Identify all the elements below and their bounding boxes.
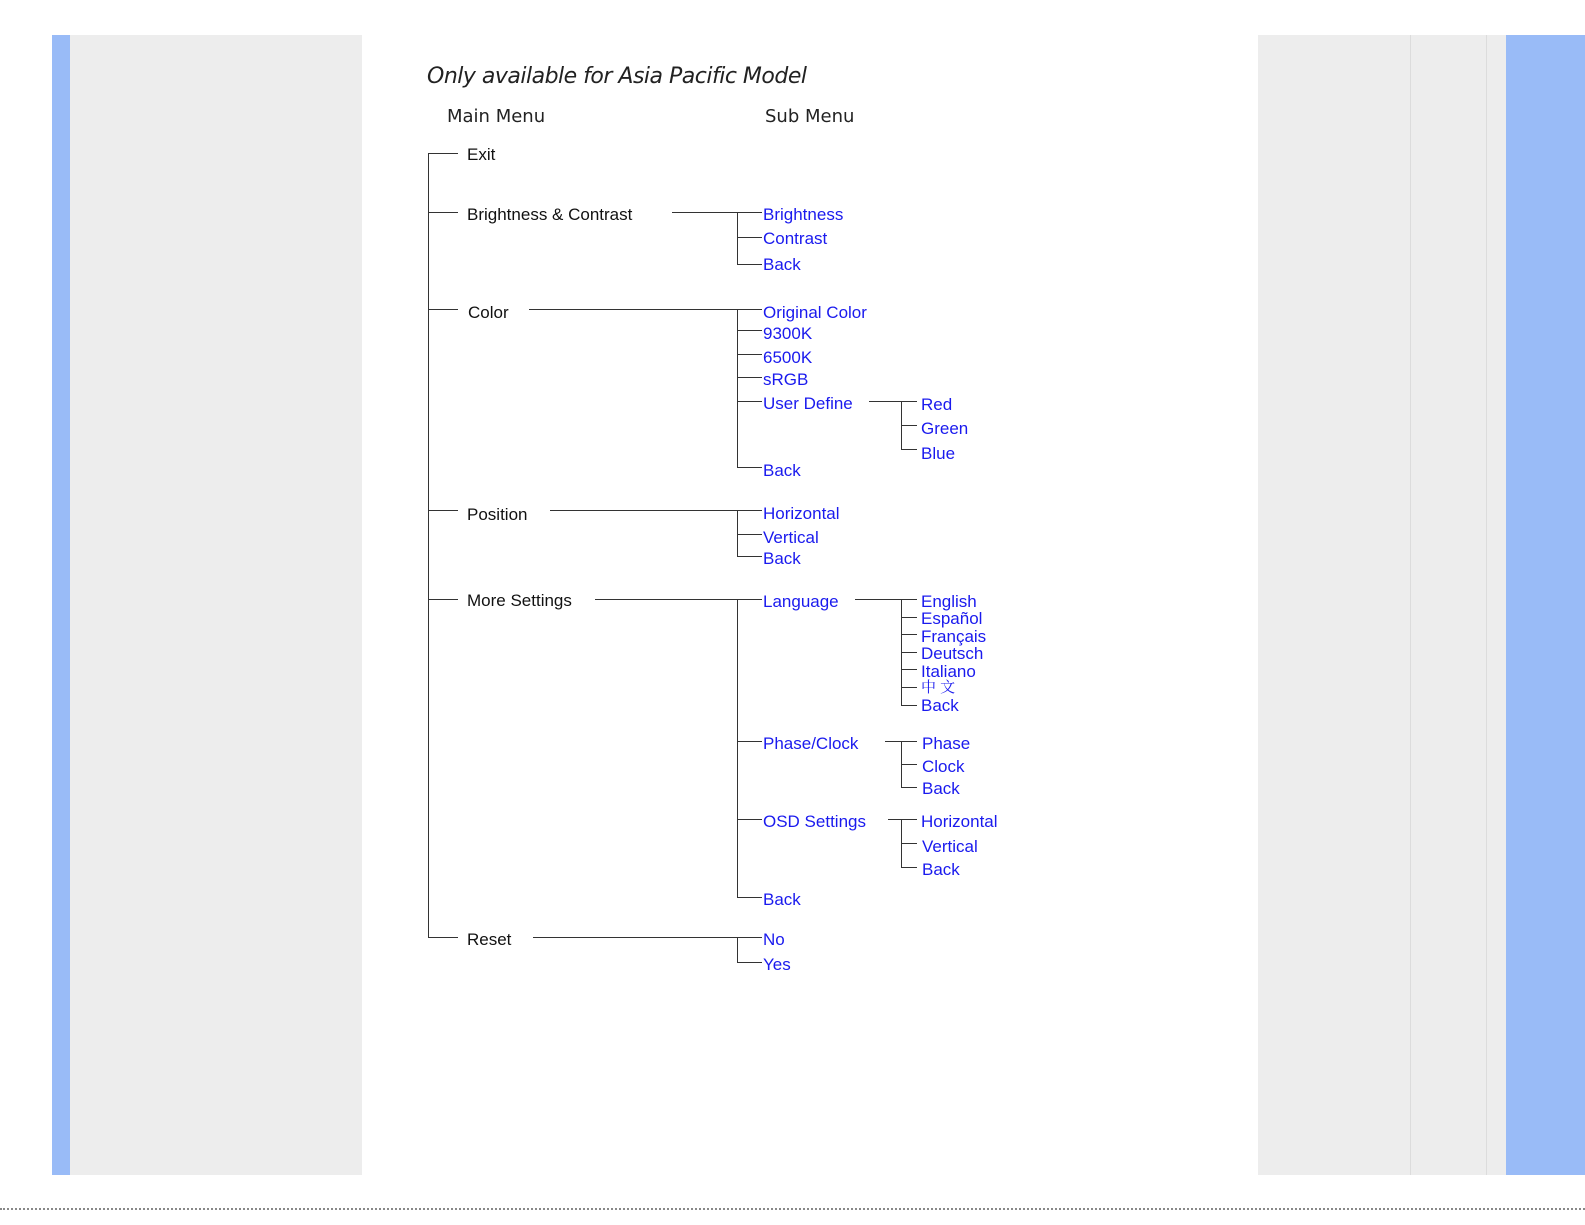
sub-menu-header: Sub Menu <box>765 106 855 127</box>
menu-item-position[interactable]: Position <box>467 505 528 524</box>
connector-line <box>888 819 917 820</box>
option-red[interactable]: Red <box>921 395 953 414</box>
submenu-contrast[interactable]: Contrast <box>763 229 828 248</box>
branch-line <box>737 741 762 742</box>
branch-line <box>737 212 738 264</box>
submenu-back[interactable]: Back <box>763 549 801 568</box>
menu-item-more-settings[interactable]: More Settings <box>467 591 572 610</box>
branch-line <box>737 264 762 265</box>
submenu-osd-settings[interactable]: OSD Settings <box>763 812 866 831</box>
left-gray-panel <box>70 35 362 1175</box>
main-menu-header: Main Menu <box>447 106 546 127</box>
branch-line <box>737 354 762 355</box>
branch-line <box>901 764 917 765</box>
menu-item-reset[interactable]: Reset <box>467 930 512 949</box>
option-clock[interactable]: Clock <box>922 757 965 776</box>
branch-line <box>428 599 458 600</box>
branch-line <box>737 377 762 378</box>
submenu-back[interactable]: Back <box>763 890 801 909</box>
branch-line <box>737 401 762 402</box>
submenu-brightness[interactable]: Brightness <box>763 205 844 224</box>
language-option[interactable]: English <box>921 592 977 611</box>
main-trunk-line <box>428 153 429 938</box>
option-back[interactable]: Back <box>922 860 960 879</box>
language-option[interactable]: Français <box>921 627 987 646</box>
branch-line <box>901 425 917 426</box>
branch-line <box>737 962 762 963</box>
branch-line <box>901 449 917 450</box>
option-horizontal[interactable]: Horizontal <box>921 812 998 831</box>
branch-line <box>737 937 738 962</box>
option-phase[interactable]: Phase <box>922 734 971 753</box>
submenu-srgb[interactable]: sRGB <box>763 370 809 389</box>
language-option[interactable]: Español <box>921 609 983 628</box>
branch-line <box>901 687 917 688</box>
branch-line <box>428 212 458 213</box>
branch-line <box>428 510 458 511</box>
branch-line <box>901 669 917 670</box>
branch-line <box>428 153 458 154</box>
branch-line <box>901 867 917 868</box>
right-gray-panel <box>1258 35 1506 1175</box>
branch-line <box>737 510 738 556</box>
language-option[interactable]: 中 文 <box>921 679 956 696</box>
connector-line <box>533 937 762 938</box>
connector-line <box>550 510 762 511</box>
right-blue-bar <box>1506 35 1585 1175</box>
language-option[interactable]: Deutsch <box>921 644 984 663</box>
submenu-language[interactable]: Language <box>763 592 839 611</box>
submenu-phase-clock[interactable]: Phase/Clock <box>763 734 859 753</box>
branch-line <box>428 309 458 310</box>
branch-line <box>737 467 762 468</box>
branch-line <box>737 556 762 557</box>
language-option[interactable]: Back <box>921 696 959 715</box>
language-option[interactable]: Italiano <box>921 662 976 681</box>
option-vertical[interactable]: Vertical <box>922 837 978 856</box>
bottom-dotted-border <box>0 1208 1585 1210</box>
submenu-6500k[interactable]: 6500K <box>763 348 813 367</box>
branch-line <box>737 819 762 820</box>
page-caption: Only available for Asia Pacific Model <box>427 64 807 89</box>
branch-line <box>901 634 917 635</box>
submenu-user-define[interactable]: User Define <box>763 394 853 413</box>
branch-line <box>901 705 917 706</box>
submenu-vertical[interactable]: Vertical <box>763 528 819 547</box>
submenu-original-color[interactable]: Original Color <box>763 303 867 322</box>
submenu-back[interactable]: Back <box>763 255 801 274</box>
branch-line <box>737 534 762 535</box>
submenu-yes[interactable]: Yes <box>763 955 791 974</box>
option-back[interactable]: Back <box>922 779 960 798</box>
connector-line <box>672 212 762 213</box>
branch-line <box>901 617 917 618</box>
option-blue[interactable]: Blue <box>921 444 956 463</box>
branch-line <box>737 237 762 238</box>
branch-line <box>901 787 917 788</box>
branch-line <box>901 652 917 653</box>
submenu-horizontal[interactable]: Horizontal <box>763 504 840 523</box>
branch-line <box>901 843 917 844</box>
menu-item-brightness-contrast[interactable]: Brightness & Contrast <box>467 205 633 224</box>
connector-line <box>855 599 917 600</box>
branch-line <box>428 937 458 938</box>
submenu-no[interactable]: No <box>763 930 785 949</box>
menu-item-color[interactable]: Color <box>468 303 509 322</box>
right-panel-divider <box>1410 35 1411 1175</box>
connector-line <box>529 309 762 310</box>
submenu-back[interactable]: Back <box>763 461 801 480</box>
right-panel-divider <box>1486 35 1487 1175</box>
left-blue-bar <box>52 35 70 1175</box>
branch-line <box>737 309 738 467</box>
branch-line <box>737 330 762 331</box>
menu-item-exit[interactable]: Exit <box>467 145 496 164</box>
branch-line <box>737 599 738 897</box>
connector-line <box>869 401 917 402</box>
option-green[interactable]: Green <box>921 419 969 438</box>
submenu-9300k[interactable]: 9300K <box>763 324 813 343</box>
branch-line <box>737 897 762 898</box>
